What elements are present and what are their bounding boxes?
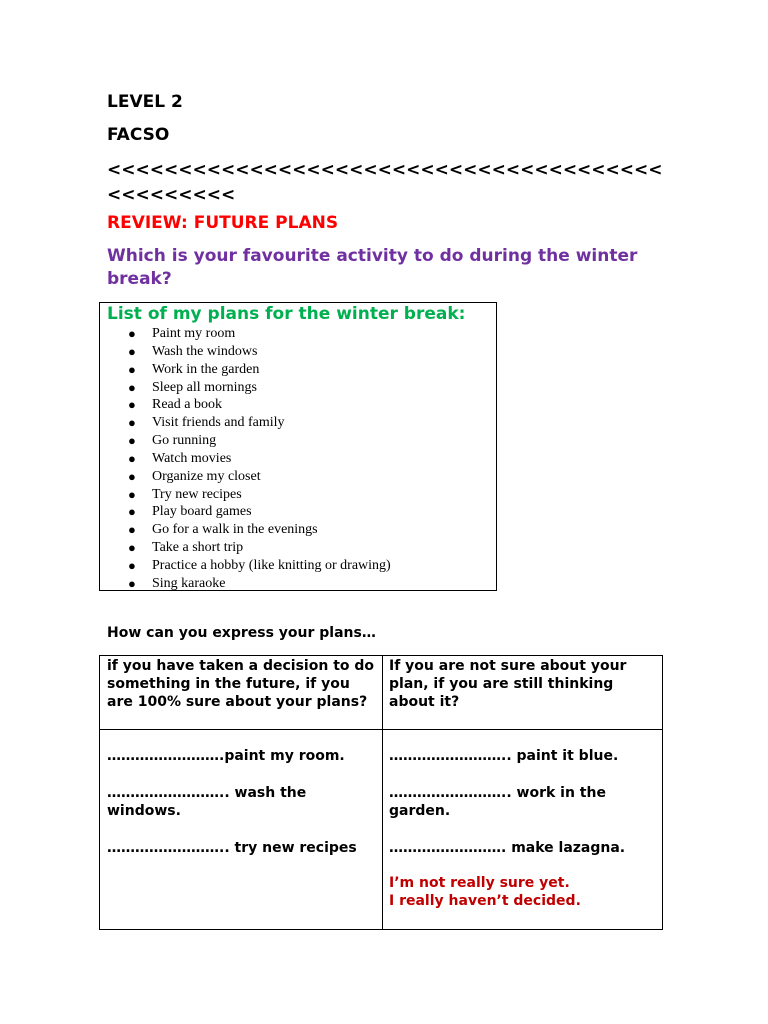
table-row: …………………….. paint it blue. [389, 748, 619, 764]
list-item: ● Organize my closet [128, 468, 261, 484]
bullet-icon: ● [128, 326, 136, 341]
note-not-decided: I really haven’t decided. [389, 893, 581, 909]
bullet-icon: ● [128, 415, 136, 431]
list-item: ● Take a short trip [128, 540, 244, 556]
bullet-icon: ● [128, 468, 136, 484]
list-item: ● Go for a walk in the evenings [128, 522, 318, 538]
list-item: ● Watch movies [128, 450, 232, 466]
plans-list [128, 325, 391, 593]
list-item: ● Visit friends and family [128, 415, 285, 431]
express-prompt: How can you express your plans… [107, 625, 376, 641]
bullet-icon: ● [128, 433, 136, 449]
table-row: …………………….. work in the garden. [389, 785, 606, 819]
table-cell-uncertain [389, 747, 657, 910]
question-text: Which is your favourite activity to do during the winter break? [107, 246, 638, 289]
table-divider-horizontal [100, 729, 662, 730]
bullet-icon: ● [128, 343, 136, 359]
bullet-icon: ● [128, 557, 136, 573]
list-item: ● Read a book [128, 397, 222, 413]
table-header-uncertain: If you are not sure about your plan, if you are still thinking about it? [389, 658, 627, 710]
plans-box [99, 302, 497, 591]
bullet-icon: ● [128, 522, 136, 538]
note-not-sure: I’m not really sure yet. [389, 875, 570, 891]
list-item: ● Wash the windows [128, 343, 258, 359]
expressions-table [99, 655, 663, 930]
arrow-divider: <<<<<<<<<<<<<<<<<<<<<<<<<<<<<<<<<<<<<<<<<<<<<<<< [107, 160, 663, 205]
list-item: ● Work in the garden [128, 361, 260, 377]
list-item: ● Try new recipes [128, 486, 242, 502]
table-cell-certain [107, 747, 375, 876]
table-header-certain: if you have taken a decision to do something in the future, if you are 100% sure about your plans? [107, 658, 375, 710]
list-item: ● Sing karaoke [128, 575, 226, 591]
bullet-icon: ● [128, 575, 136, 591]
plans-title: List of my plans for the winter break: [107, 304, 466, 324]
school-heading: FACSO [107, 125, 170, 145]
table-row: …………………….. try new recipes [107, 840, 357, 856]
bullet-icon: ● [128, 450, 136, 466]
bullet-icon: ● [128, 379, 136, 395]
bullet-icon: ● [128, 504, 136, 520]
list-item: ● Paint my room [128, 326, 236, 341]
review-title: REVIEW: FUTURE PLANS [107, 213, 339, 233]
table-row: …………………….. wash the windows. [107, 785, 307, 819]
bullet-icon: ● [128, 397, 136, 413]
table-row: …………………….paint my room. [107, 748, 345, 764]
list-item: ● Go running [128, 433, 217, 449]
bullet-icon: ● [128, 486, 136, 502]
level-heading: LEVEL 2 [107, 92, 183, 112]
table-row: ……………………. make lazagna. [389, 840, 626, 856]
table-divider-vertical [382, 656, 383, 929]
list-item: ● Practice a hobby (like knitting or drawing) [128, 557, 391, 573]
list-item: ● Play board games [128, 504, 252, 520]
list-item: ● Sleep all mornings [128, 379, 257, 395]
bullet-icon: ● [128, 540, 136, 556]
bullet-icon: ● [128, 361, 136, 377]
